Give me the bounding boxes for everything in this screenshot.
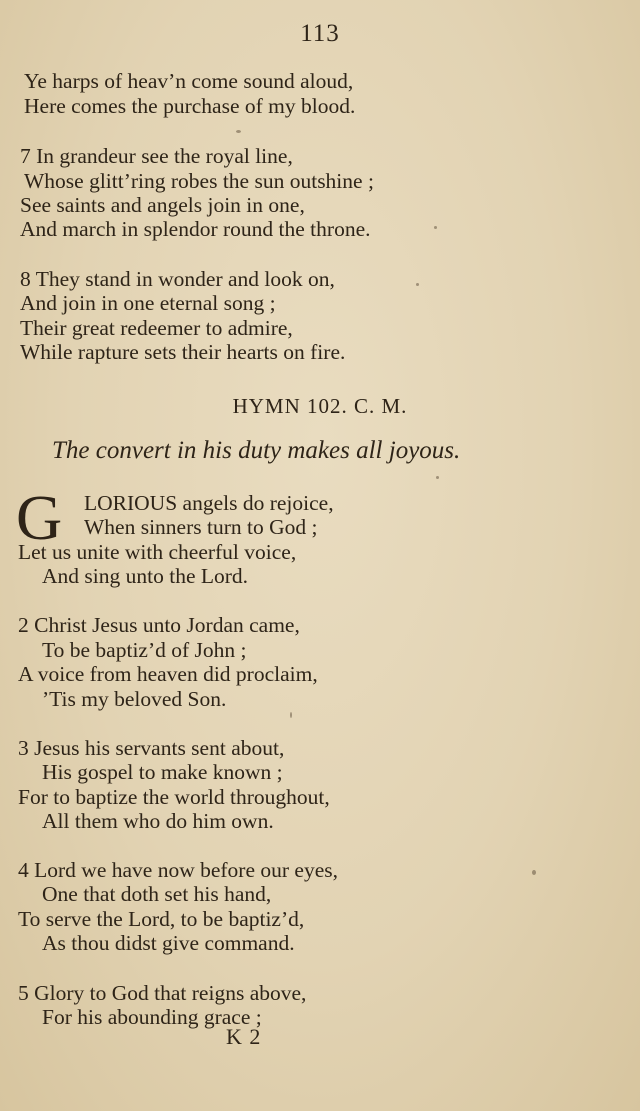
verse-line: Their great redeemer to admire, [20,316,293,340]
verse-line: To be baptiz’d of John ; [42,638,247,662]
verse-line: While rapture sets their hearts on fire. [20,340,346,364]
verse-line: LORIOUS angels do rejoice, [84,491,334,515]
ink-speck [416,283,419,286]
verse-line: For to baptize the world throughout, [18,785,330,809]
verse-line: To serve the Lord, to be baptiz’d, [18,907,305,931]
page-number: 113 [300,20,340,47]
verse-line: Ye harps of heav’n come sound aloud, [24,69,354,93]
verse-line: Let us unite with cheerful voice, [18,540,297,564]
verse-line: 8 They stand in wonder and look on, [20,267,335,291]
verse-line: 7 In grandeur see the royal line, [20,144,293,168]
ink-speck [236,130,241,133]
ink-speck [436,476,439,479]
ink-speck [434,226,437,229]
verse-line: ’Tis my beloved Son. [42,687,227,711]
verse-line: 3 Jesus his servants sent about, [18,736,285,760]
verse-line: And march in splendor round the throne. [20,217,371,241]
printer-signature: K 2 [226,1024,262,1049]
verse-line: For his abounding grace ; [42,1005,262,1029]
verse-line: See saints and angels join in one, [20,193,305,217]
verse-line: His gospel to make known ; [42,760,283,784]
hymn-subtitle: The convert in his duty makes all joyous. [52,437,461,464]
ink-speck [290,712,292,718]
verse-line: And sing unto the Lord. [42,564,249,588]
verse-line: A voice from heaven did proclaim, [18,662,318,686]
hymn-title: HYMN 102. C. M. [232,394,408,418]
verse-line: Whose glitt’ring robes the sun outshine ; [24,169,374,193]
verse-line: One that doth set his hand, [42,882,272,906]
verse-line: All them who do him own. [42,809,274,833]
verse-line: When sinners turn to God ; [84,515,318,539]
drop-cap: G [16,482,63,553]
verse-line: Here comes the purchase of my blood. [24,94,356,118]
verse-line: 5 Glory to God that reigns above, [18,981,307,1005]
verse-line: And join in one eternal song ; [20,291,276,315]
verse-line: As thou didst give command. [42,931,295,955]
verse-line: 4 Lord we have now before our eyes, [18,858,338,882]
ink-speck [532,870,536,875]
verse-line: 2 Christ Jesus unto Jordan came, [18,613,300,637]
